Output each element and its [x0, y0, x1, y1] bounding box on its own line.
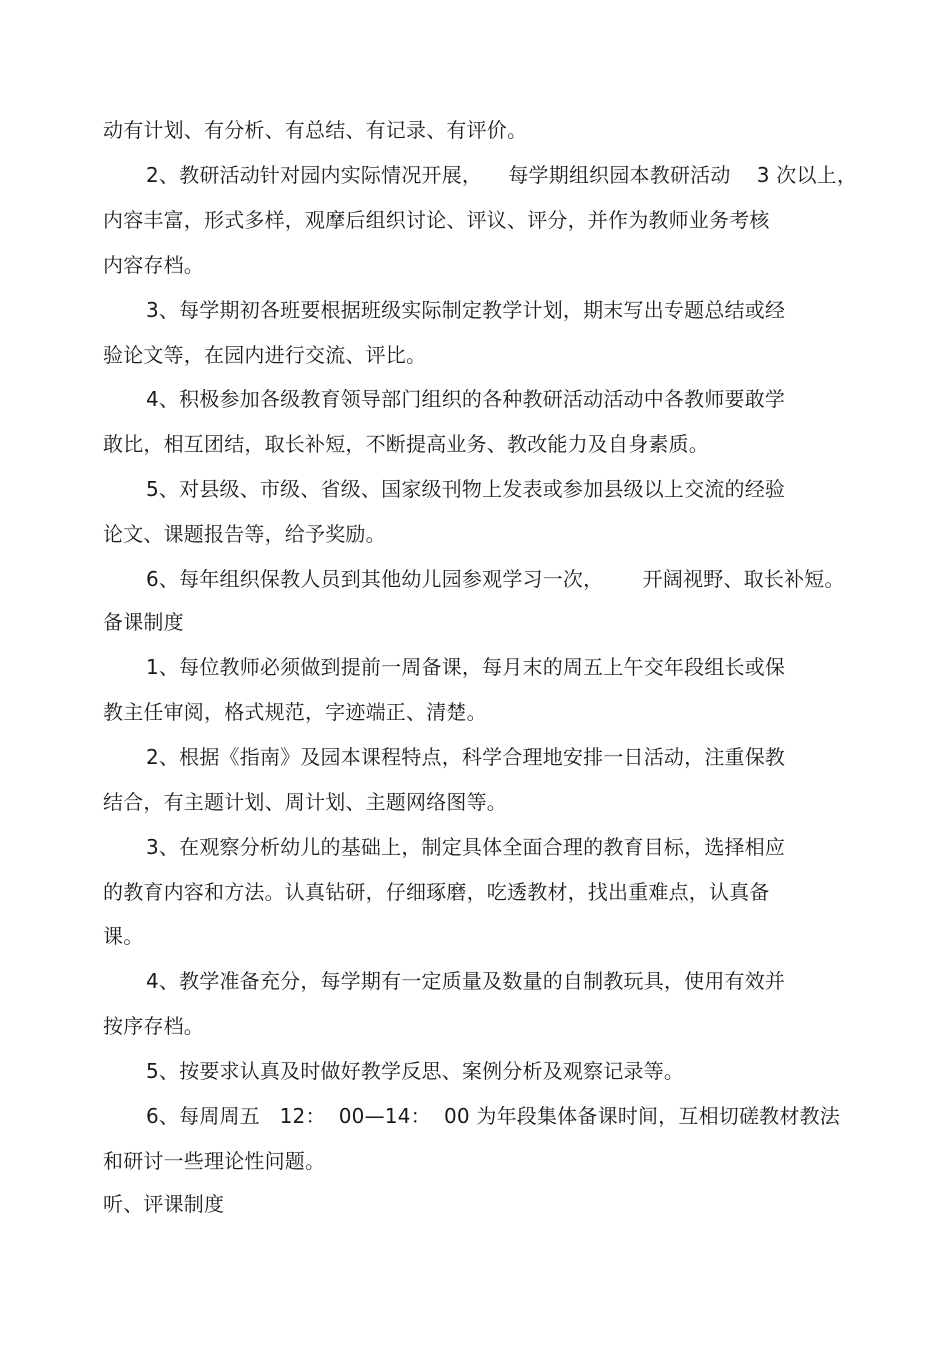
section-heading: 听、评课制度	[103, 1192, 225, 1216]
text-line: 4、积极参加各级教育领导部门组织的各种教研活动活动中各教师要敢学	[146, 387, 786, 411]
text-line: 内容丰富，形式多样，观摩后组织讨论、评议、评分，并作为教师业务考核	[103, 208, 770, 232]
text-line: 按序存档。	[103, 1014, 204, 1038]
text-line: 6、每年组织保教人员到其他幼儿园参观学习一次， 开阔视野、取长补短。	[146, 567, 845, 591]
text-line: 5、按要求认真及时做好教学反思、案例分析及观察记录等。	[146, 1059, 685, 1083]
text-line: 4、教学准备充分，每学期有一定质量及数量的自制教玩具，使用有效并	[146, 969, 786, 993]
text-line: 课。	[103, 924, 144, 948]
text-line: 3、在观察分析幼儿的基础上，制定具体全面合理的教育目标，选择相应	[146, 835, 786, 859]
text-line: 论文、课题报告等，给予奖励。	[103, 522, 386, 546]
text-line: 1、每位教师必须做到提前一周备课，每月末的周五上午交年段组长或保	[146, 655, 786, 679]
text-line: 2、教研活动针对园内实际情况开展， 每学期组织园本教研活动 3 次以上，	[146, 163, 858, 187]
text-line: 3、每学期初各班要根据班级实际制定教学计划，期末写出专题总结或经	[146, 298, 786, 322]
text-line: 6、每周周五 12： 00—14： 00 为年段集体备课时间，互相切磋教材教法	[146, 1104, 840, 1128]
text-line: 内容存档。	[103, 253, 204, 277]
text-line: 验论文等，在园内进行交流、评比。	[103, 343, 427, 367]
text-line: 结合，有主题计划、周计划、主题网络图等。	[103, 790, 507, 814]
text-line: 动有计划、有分析、有总结、有记录、有评价。	[103, 118, 528, 142]
text-line: 敢比，相互团结，取长补短，不断提高业务、教改能力及自身素质。	[103, 432, 709, 456]
section-heading: 备课制度	[103, 610, 184, 634]
text-line: 5、对县级、市级、省级、国家级刊物上发表或参加县级以上交流的经验	[146, 477, 786, 501]
text-line: 教主任审阅，格式规范，字迹端正、清楚。	[103, 700, 487, 724]
text-line: 和研讨一些理论性问题。	[103, 1149, 326, 1173]
text-line: 的教育内容和方法。认真钻研，仔细琢磨，吃透教材，找出重难点，认真备	[103, 880, 770, 904]
text-line: 2、根据《指南》及园本课程特点，科学合理地安排一日活动，注重保教	[146, 745, 786, 769]
